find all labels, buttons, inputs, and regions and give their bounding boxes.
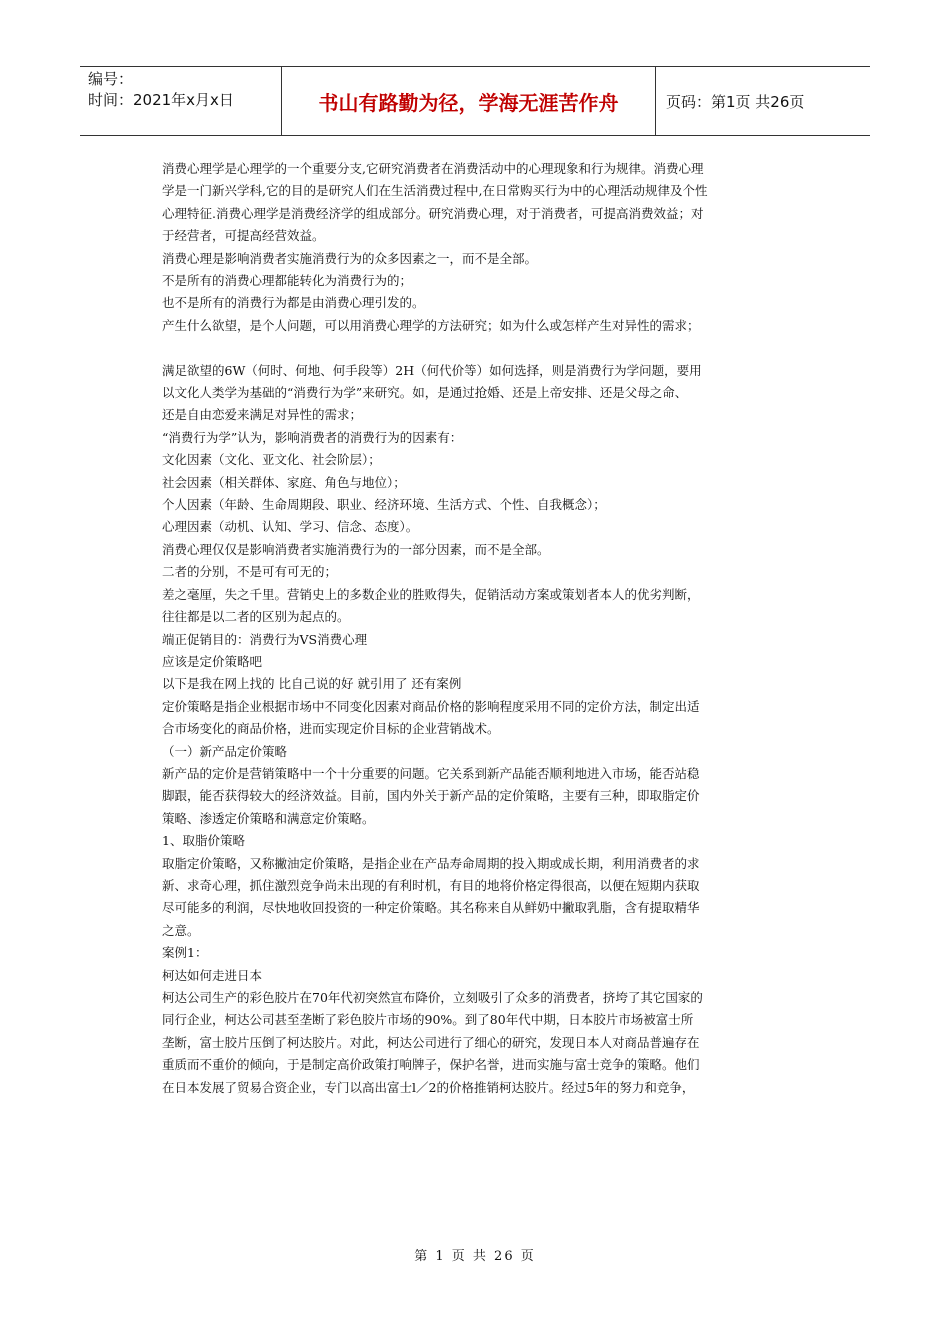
body-line: 满足欲望的6W（何时、何地、何手段等）2H（何代价等）如何选择，则是消费行为学问题，要用 <box>162 362 702 378</box>
body-line: 端正促销目的：消费行为VS消费心理 <box>162 631 368 647</box>
body-line: 心理因素（动机、认知、学习、信念、态度）。 <box>162 519 419 535</box>
body-line: 文化因素（文化、亚文化、社会阶层）； <box>162 452 381 468</box>
body-line: 往往都是以二者的区别为起点的。 <box>162 609 350 625</box>
body-line: “消费行为学”认为，影响消费者的消费行为的因素有： <box>162 429 463 445</box>
body-line: （一）新产品定价策略 <box>162 743 288 759</box>
body-line: 于经营者，可提高经营效益。 <box>162 228 325 244</box>
body-line: 不是所有的消费心理都能转化为消费行为的； <box>162 273 413 289</box>
body-line: 二者的分别，不是可有可无的； <box>162 564 338 580</box>
body-line: 以下是我在网上找的 比自己说的好 就引用了 还有案例 <box>162 676 462 692</box>
document-body <box>162 158 756 1099</box>
body-line: 重质而不重价的倾向，于是制定高价政策打响牌子，保护名誉，进而实施与富士竞争的策略。他们 <box>162 1057 700 1073</box>
body-line: 消费心理学是心理学的一个重要分支,它研究消费者在消费活动中的心理现象和行为规律。消费心理 <box>162 161 704 176</box>
document-date: 时间：2021年x月x日 <box>88 91 234 109</box>
body-line: 同行企业，柯达公司甚至垄断了彩色胶片市场的90%。到了80年代中期，日本胶片市场被富士所 <box>162 1012 694 1028</box>
header-motto: 书山有路勤为径，学海无涯苦作舟 <box>281 67 656 135</box>
body-line: 尽可能多的利润，尽快地收回投资的一种定价策略。其名称来自从鲜奶中撇取乳脂，含有提取精华 <box>162 900 700 916</box>
body-line <box>162 337 756 359</box>
body-line: 定价策略是指企业根据市场中不同变化因素对商品价格的影响程度采用不同的定价方法，制定出适 <box>162 698 700 714</box>
body-line: 也不是所有的消费行为都是由消费心理引发的。 <box>162 295 425 311</box>
body-line: 柯达如何走进日本 <box>162 967 263 983</box>
body-line: 以文化人类学为基础的“消费行为学”来研究。如，是通过抢婚、还是上帝安排、还是父母之命、 <box>162 385 688 401</box>
page-footer-number: 第 1 页 共 26 页 <box>414 1249 536 1264</box>
body-line: 策略、渗透定价策略和满意定价策略。 <box>162 810 375 826</box>
body-line: 取脂定价策略，又称撇油定价策略，是指企业在产品寿命周期的投入期或成长期，利用消费者的求 <box>162 855 700 871</box>
body-line: 之意。 <box>162 922 200 938</box>
header-info-cell <box>80 67 281 135</box>
body-line: 消费心理仅仅是影响消费者实施消费行为的一部分因素，而不是全部。 <box>162 541 550 557</box>
body-line: 还是自由恋爱来满足对异性的需求； <box>162 407 363 423</box>
body-line: 垄断，富士胶片压倒了柯达胶片。对此，柯达公司进行了细心的研究，发现日本人对商品普遍存在 <box>162 1034 700 1050</box>
body-line: 合市场变化的商品价格，进而实现定价目标的企业营销战术。 <box>162 721 500 737</box>
body-line: 柯达公司生产的彩色胶片在70年代初突然宣布降价，立刻吸引了众多的消费者，挤垮了其它国家的 <box>162 990 703 1006</box>
body-line: 差之毫厘，失之千里。营销史上的多数企业的胜败得失，促销活动方案或策划者本人的优劣判断， <box>162 586 700 602</box>
body-line: 心理特征.消费心理学是消费经济学的组成部分。研究消费心理，对于消费者，可提高消费效益；对 <box>162 205 704 221</box>
body-line: 脚跟，能否获得较大的经济效益。目前，国内外关于新产品的定价策略，主要有三种，即取脂定价 <box>162 788 700 804</box>
body-line: 新产品的定价是营销策略中一个十分重要的问题。它关系到新产品能否顺利地进入市场，能否站稳 <box>162 765 700 781</box>
page-header <box>80 66 870 136</box>
document-number-label: 编号： <box>88 70 134 88</box>
body-line: 产生什么欲望，是个人问题，可以用消费心理学的方法研究；如为什么或怎样产生对异性的需求； <box>162 317 700 333</box>
header-page-code: 页码：第1页 共26页 <box>666 92 805 111</box>
body-line: 社会因素（相关群体、家庭、角色与地位）； <box>162 474 406 490</box>
body-line: 应该是定价策略吧 <box>162 653 263 669</box>
body-line: 消费心理是影响消费者实施消费行为的众多因素之一，而不是全部。 <box>162 250 538 266</box>
body-line: 1、取脂价策略 <box>162 833 245 849</box>
body-line: 新、求奇心理，抓住激烈竞争尚未出现的有利时机，有目的地将价格定得很高，以便在短期内获取 <box>162 877 700 893</box>
body-line: 个人因素（年龄、生命周期段、职业、经济环境、生活方式、个性、自我概念）； <box>162 497 606 513</box>
body-line: 学是一门新兴学科,它的目的是研究人们在生活消费过程中,在日常购买行为中的心理活动规律及个性 <box>162 183 708 199</box>
body-line: 在日本发展了贸易合资企业，专门以高出富士l／2的价格推销柯达胶片。经过5年的努力和竞争， <box>162 1079 695 1095</box>
body-line: 案例1： <box>162 945 208 961</box>
